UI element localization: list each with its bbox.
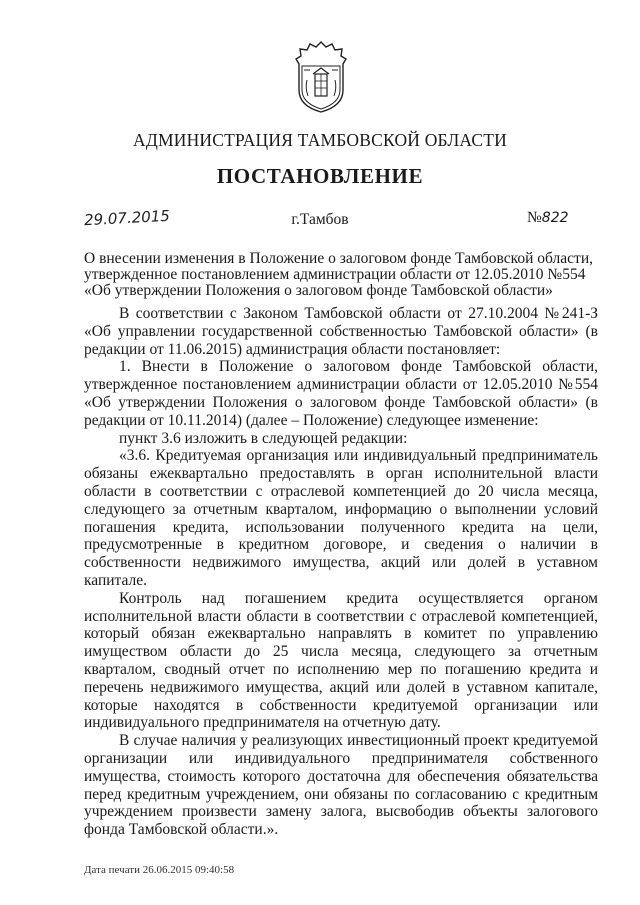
- coat-of-arms-icon: [293, 40, 349, 114]
- number-value: 822: [541, 210, 569, 226]
- print-date: Дата печати 26.06.2015 09:40:58: [84, 864, 235, 876]
- paragraph-preamble: В соответствии с Законом Тамбовской области от 27.10.2004 №241-З «Об управлении государственной собственностью Тамбовской области» (в редакции от 11.06.2015) администрация области постановляет:: [84, 305, 598, 358]
- document-date: 29.07.2015: [83, 206, 171, 230]
- paragraph-clause-intro: пункт 3.6 изложить в следующей редакции:: [119, 429, 408, 447]
- document-type: ПОСТАНОВЛЕНИЕ: [216, 164, 424, 188]
- paragraph-item-1: 1. Внести в Положение о залоговом фонде Тамбовской области, утвержденное постановлением администрации области от 12.05.2010 №554 «Об утверждении Положения о залоговом фонде Тамбовской области» (в редакции от 10.11.2014) (далее – Положение) следующее изменение:: [84, 358, 598, 429]
- paragraph-collateral: В случае наличия у реализующих инвестиционный проект кредитуемой организации или индивидуального предпринимателя собственного имущества, стоимость которого достаточна для обеспечения обязательства перед кредитным учреждением, они обязаны по согласованию с кредитным учреждением произвести замену залога, высвободив объекты залогового фонда Тамбовской области.».: [84, 732, 598, 839]
- number-prefix: №: [527, 209, 542, 226]
- paragraph-clause-3-6: «3.6. Кредитуемая организация или индивидуальный предприниматель обязаны ежеквартально предоставлять в орган исполнительной власти области в соответствии с отраслевой компетенцией до 20 числа месяца, следующего за отчетным кварталом, информацию о выполнении условий погашения кредита, использовании полученного кредита на цели, предусмотренные в кредитном договоре, и сведения о наличии в собственности недвижимого имущества, акций или долей в уставном капитале.: [84, 447, 598, 589]
- paragraph-control: Контроль над погашением кредита осуществляется органом исполнительной власти области в соответствии с отраслевой компетенцией, который обязан ежеквартально направлять в комитет по управлению имуществом области до 25 числа месяца, следующего за отчетным кварталом, сводный отчет по исполнению мер по погашению кредита и перечень недвижимого имущества, акций или долей в уставном капитале, которые находятся в собственности кредитуемой организации или индивидуального предпринимателя на отчетную дату.: [84, 589, 598, 732]
- document-subject: О внесении изменения в Положение о залоговом фонде Тамбовской области, утвержденное постановлением администрации области от 12.05.2010 №554 «Об утверждении Положения о залоговом фонде Тамбовской области»: [84, 250, 593, 299]
- document-body: [84, 305, 598, 839]
- document-city: г.Тамбов: [291, 211, 349, 228]
- document-number: [527, 209, 569, 227]
- organization-name: АДМИНИСТРАЦИЯ ТАМБОВСКОЙ ОБЛАСТИ: [133, 130, 507, 150]
